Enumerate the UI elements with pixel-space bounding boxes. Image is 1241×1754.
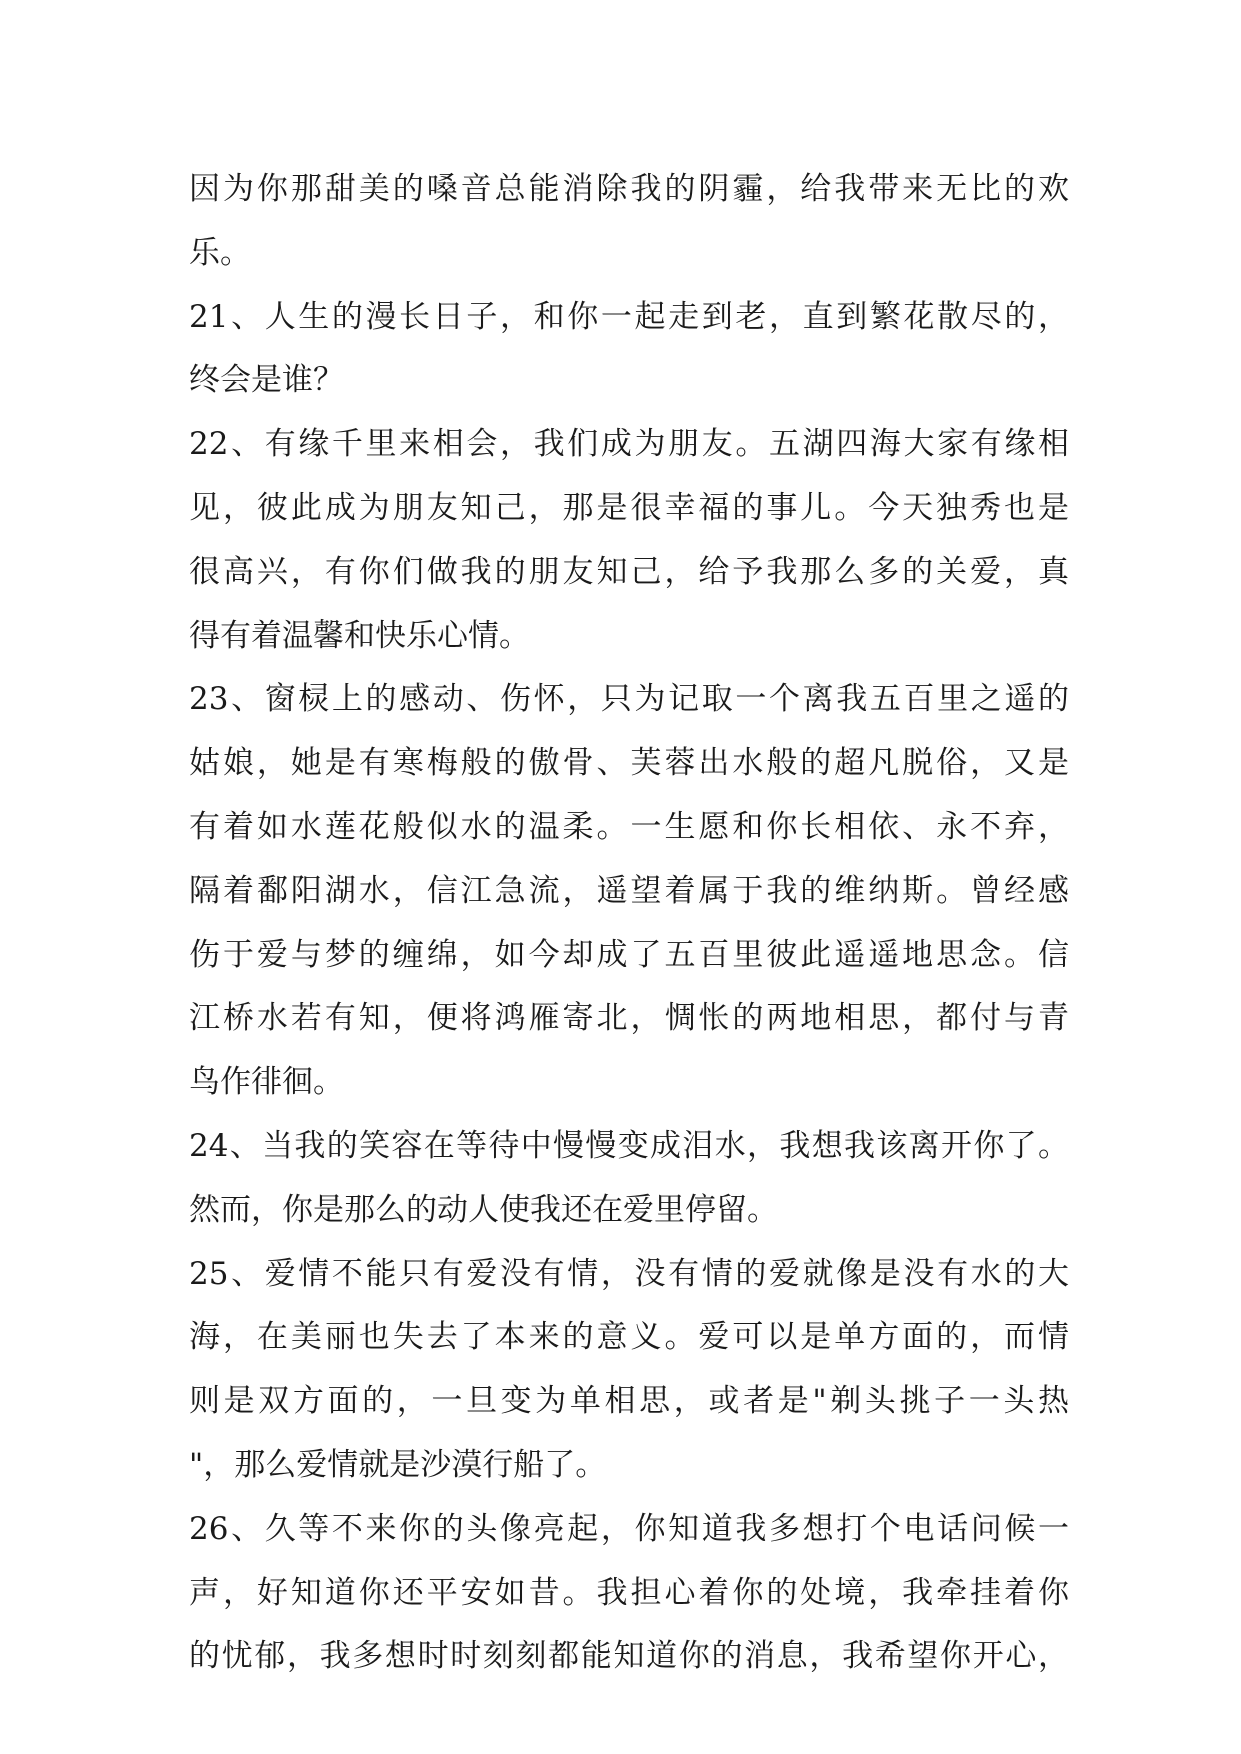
text-line: 江桥水若有知，便将鸿雁寄北，惆怅的两地相思，都付与青 [189,1000,1069,1037]
text-line: 声，好知道你还平安如昔。我担心着你的处境，我牵挂着你 [189,1574,1069,1611]
text-line: 隔着鄱阳湖水，信江急流，遥望着属于我的维纳斯。曾经感 [189,872,1069,909]
text-line: 然而，你是那么的动人使我还在爱里停留。 [189,1191,778,1228]
text-line: 则是双方面的，一旦变为单相思，或者是"剃头挑子一头热 [189,1383,1069,1420]
text-line: 因为你那甜美的嗓音总能消除我的阴霾，给我带来无比的欢 [189,171,1069,207]
text-line: 21、人生的漫长日子，和你一起走到老，直到繁花散尽的， [189,298,1069,335]
text-line: 姑娘，她是有寒梅般的傲骨、芙蓉出水般的超凡脱俗，又是 [189,745,1069,782]
text-line: 见，彼此成为朋友知己，那是很幸福的事儿。今天独秀也是 [189,489,1069,526]
text-line: 24、当我的笑容在等待中慢慢变成泪水，我想我该离开你了。 [189,1127,1069,1164]
text-line: 25、爱情不能只有爱没有情，没有情的爱就像是没有水的大 [189,1255,1069,1292]
body-text [189,158,1069,1689]
text-line: 伤于爱与梦的缠绵，如今却成了五百里彼此遥遥地思念。信 [189,936,1069,973]
text-line: 鸟作徘徊。 [189,1064,344,1101]
text-line: 26、久等不来你的头像亮起，你知道我多想打个电话问候一 [189,1510,1069,1547]
text-line: "，那么爱情就是沙漠行船了。 [189,1446,607,1483]
text-line: 23、窗棂上的感动、伤怀，只为记取一个离我五百里之遥的 [189,681,1069,718]
text-line: 海，在美丽也失去了本来的意义。爱可以是单方面的，而情 [189,1319,1069,1356]
text-line: 22、有缘千里来相会，我们成为朋友。五湖四海大家有缘相 [189,426,1069,463]
text-line: 有着如水莲花般似水的温柔。一生愿和你长相依、永不弃， [189,808,1069,845]
text-line: 很高兴，有你们做我的朋友知己，给予我那么多的关爱，真 [189,553,1069,590]
text-line: 乐。 [189,234,251,271]
text-line: 终会是谁？ [189,362,344,399]
text-line: 得有着温馨和快乐心情。 [189,617,530,654]
text-line: 的忧郁，我多想时时刻刻都能知道你的消息，我希望你开心， [189,1638,1069,1675]
